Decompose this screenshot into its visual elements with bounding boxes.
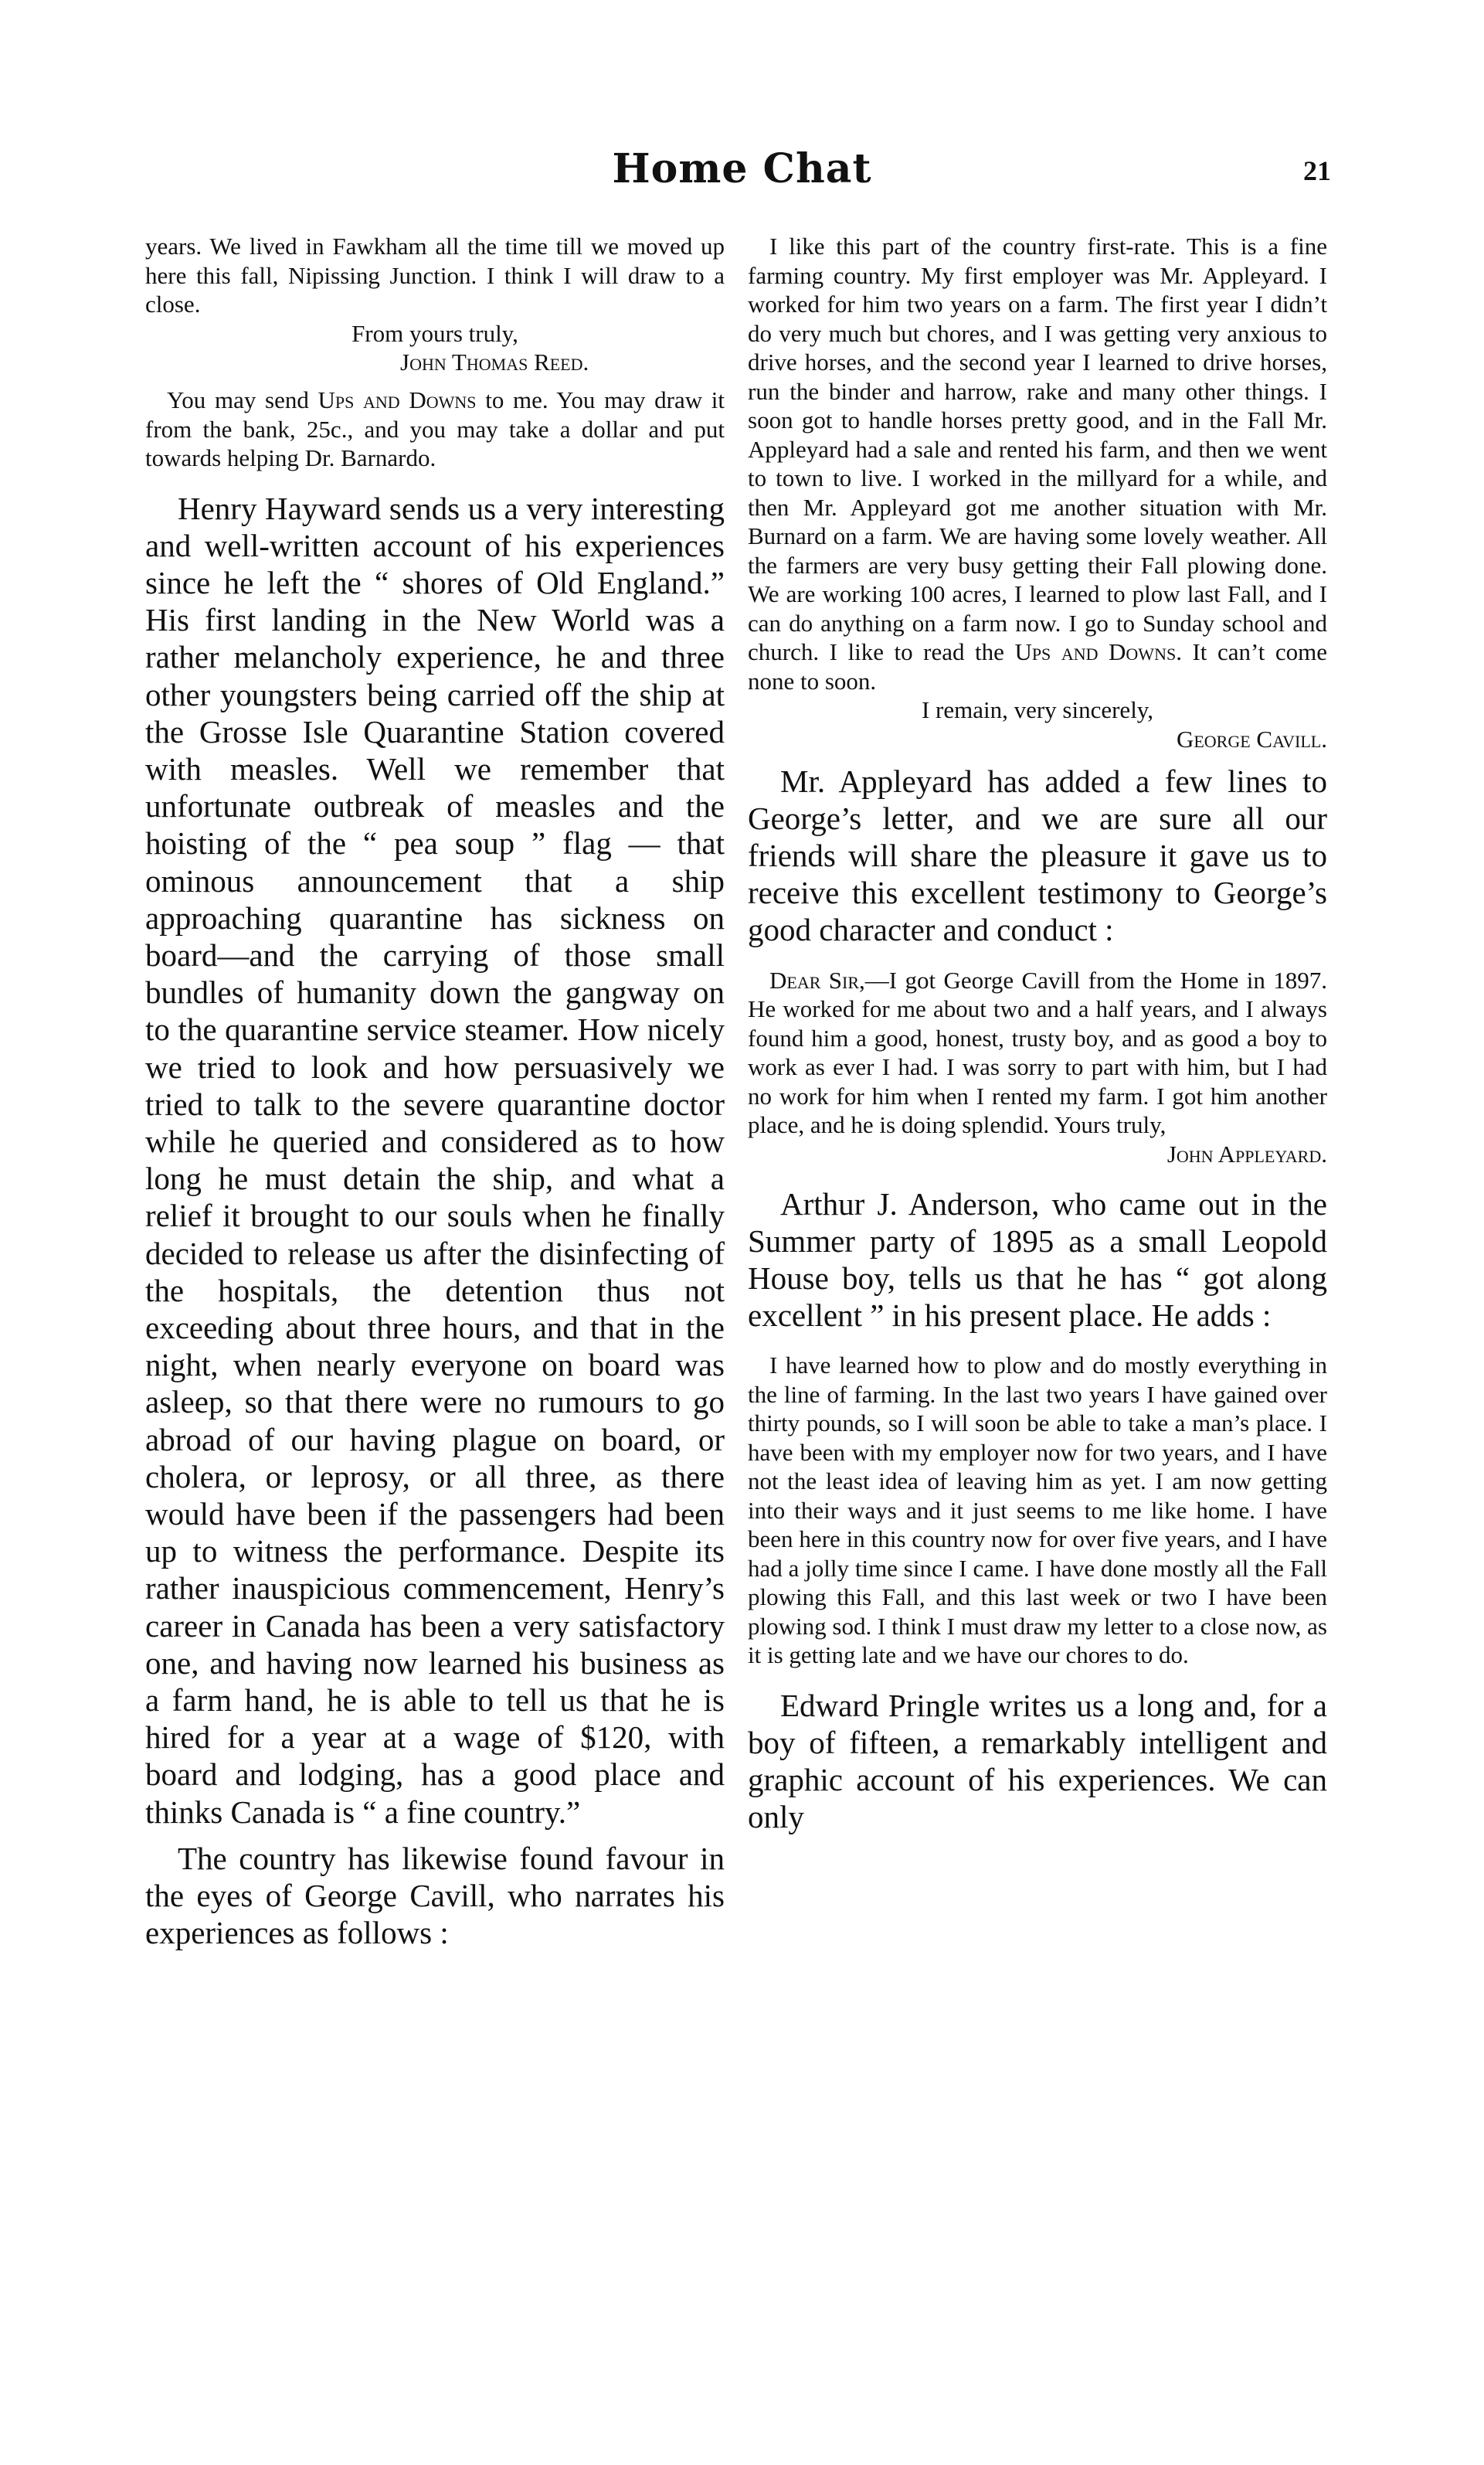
page-number: 21: [1303, 155, 1331, 186]
reed-closing: From yours truly,: [351, 319, 518, 347]
reed-postscript-part-1: You may send: [167, 386, 309, 413]
reed-postscript-part-2: to me. You may draw it from the bank, 25c., and you may take a dollar and put towards helping Dr. Barnardo.: [145, 386, 725, 471]
appleyard-closing: Yours truly,: [1054, 1111, 1166, 1139]
hayward-article: Henry Hayward sends us a very interesting and well-written account of his experiences since he left the “ shores of Old England.” His first landing in the New World was a rather melancholy experience, he and three other youngsters being carried off the ship at the Grosse Isle Quarantine Station covered with measles. Well we remember that unfortunate outbreak of measles and the hoisting of the “ pea soup ” flag — that ominous announcement that a ship approaching quarantine has sickness on board—and the carrying of those small bundles of humanity down the gangway on to the quarantine service steamer. How nicely we tried to look and how persuasively we tried to talk to the severe quarantine doctor while he queried and considered as to how long he must detain the ship, and what a relief it brought to our souls when he finally decided to release us after the disinfecting of the hospitals, the detention thus not exceeding about three hours, and that in the night, when nearly everyone on board was asleep, so that there were no rumours to go abroad of our having plague on board, or cholera, or leprosy, or all three, as there would have been if the passengers had been up to witness the performance. Despite its rather inauspicious commencement, Henry’s career in Canada has been a very satisfactory one, and having now learned his business as a farm hand, he is able to tell us that he is hired for a year at a wage of $120, with board and lodging, has a good place and thinks Canada is “ a fine country.”: [145, 490, 725, 1830]
cavill-letter-part-1: I like this part of the country first-rate. This is a fine farming country. My first employer was Mr. Appleyard. I worked for him two years on a farm. The first year I didn’t do very much but chores, and I was getting very anxious to drive horses, and the second year I learned to drive horses, run the binder and harrow, rake and many other things. I soon got to handle horses pretty good, and in the Fall Mr. Appleyard had a sale and rented his farm, and then we went to town to live. I worked in the millyard for a while, and then Mr. Appleyard got me another situation with Mr. Burnard on a farm. We are having some lovely weather. All the farmers are very busy getting their Fall plowing done. We are working 100 acres, I learned to plow last Fall, and I can do anything on a farm now. I go to Sunday school and church. I like to read the: [748, 233, 1327, 665]
cavill-closing: I remain, very sincerely,: [921, 696, 1154, 723]
cavill-signature: George Cavill.: [1176, 725, 1327, 753]
reed-signature: John Thomas Reed.: [400, 348, 589, 376]
anderson-intro: Arthur J. Anderson, who came out in the Summer party of 1895 as a small Leopold House boy, tells us that he has “ got along excellent ” in his present place. He adds :: [748, 1185, 1327, 1334]
pringle-intro: Edward Pringle writes us a long and, for a boy of fifteen, a remarkably intelligent and graphic account of his experiences. We can only: [748, 1687, 1327, 1835]
cavill-intro: The country has likewise found favour in the eyes of George Cavill, who narrates his experiences as follows :: [145, 1840, 725, 1951]
right-column: [748, 232, 1327, 1836]
page-title: Home Chat: [612, 145, 872, 192]
appleyard-letter-body: —I got George Cavill from the Home in 1897. He worked for me about two and a half years, and I always found him a good, honest, trusty boy, and as good a boy to work as ever I had. I was sorry to part with him, but I had no work for him when I rented my farm. I got him another place, and he is doing splendid.: [748, 966, 1327, 1139]
left-column: [145, 232, 725, 1951]
magazine-title: Ups and Downs: [1014, 638, 1177, 665]
appleyard-salutation: Dear Sir,: [769, 966, 865, 994]
appleyard-signature: John Appleyard.: [1166, 1140, 1327, 1168]
appleyard-intro: Mr. Appleyard has added a few lines to George’s letter, and we are sure all our friends will share the pleasure it gave us to receive this excellent testimony to George’s good character and conduct :: [748, 763, 1327, 948]
magazine-title: Ups and Downs: [318, 386, 477, 413]
anderson-letter: I have learned how to plow and do mostly everything in the line of farming. In the last two years I have gained over thirty pounds, so I will soon be able to take a man’s place. I have been with my employer now for two years, and I have not the least idea of leaving him as yet. I am now getting into their ways and it just seems to me like home. I have been here in this country now for over five years, and I have had a jolly time since I came. I have done mostly all the Fall plowing this Fall, and this last week or two I have been plowing sod. I think I must draw my letter to a close now, as it is getting late and we have our chores to do.: [748, 1352, 1327, 1669]
appleyard-letter: [748, 966, 1327, 1140]
reed-letter-ending: years. We lived in Fawkham all the time till we moved up here this fall, Nipissing Junction. I think I will draw to a close.: [145, 233, 725, 318]
cavill-letter: [748, 232, 1327, 695]
cavill-letter-part-2: . It can’t come none to soon.: [748, 638, 1327, 695]
reed-postscript: [145, 386, 725, 473]
